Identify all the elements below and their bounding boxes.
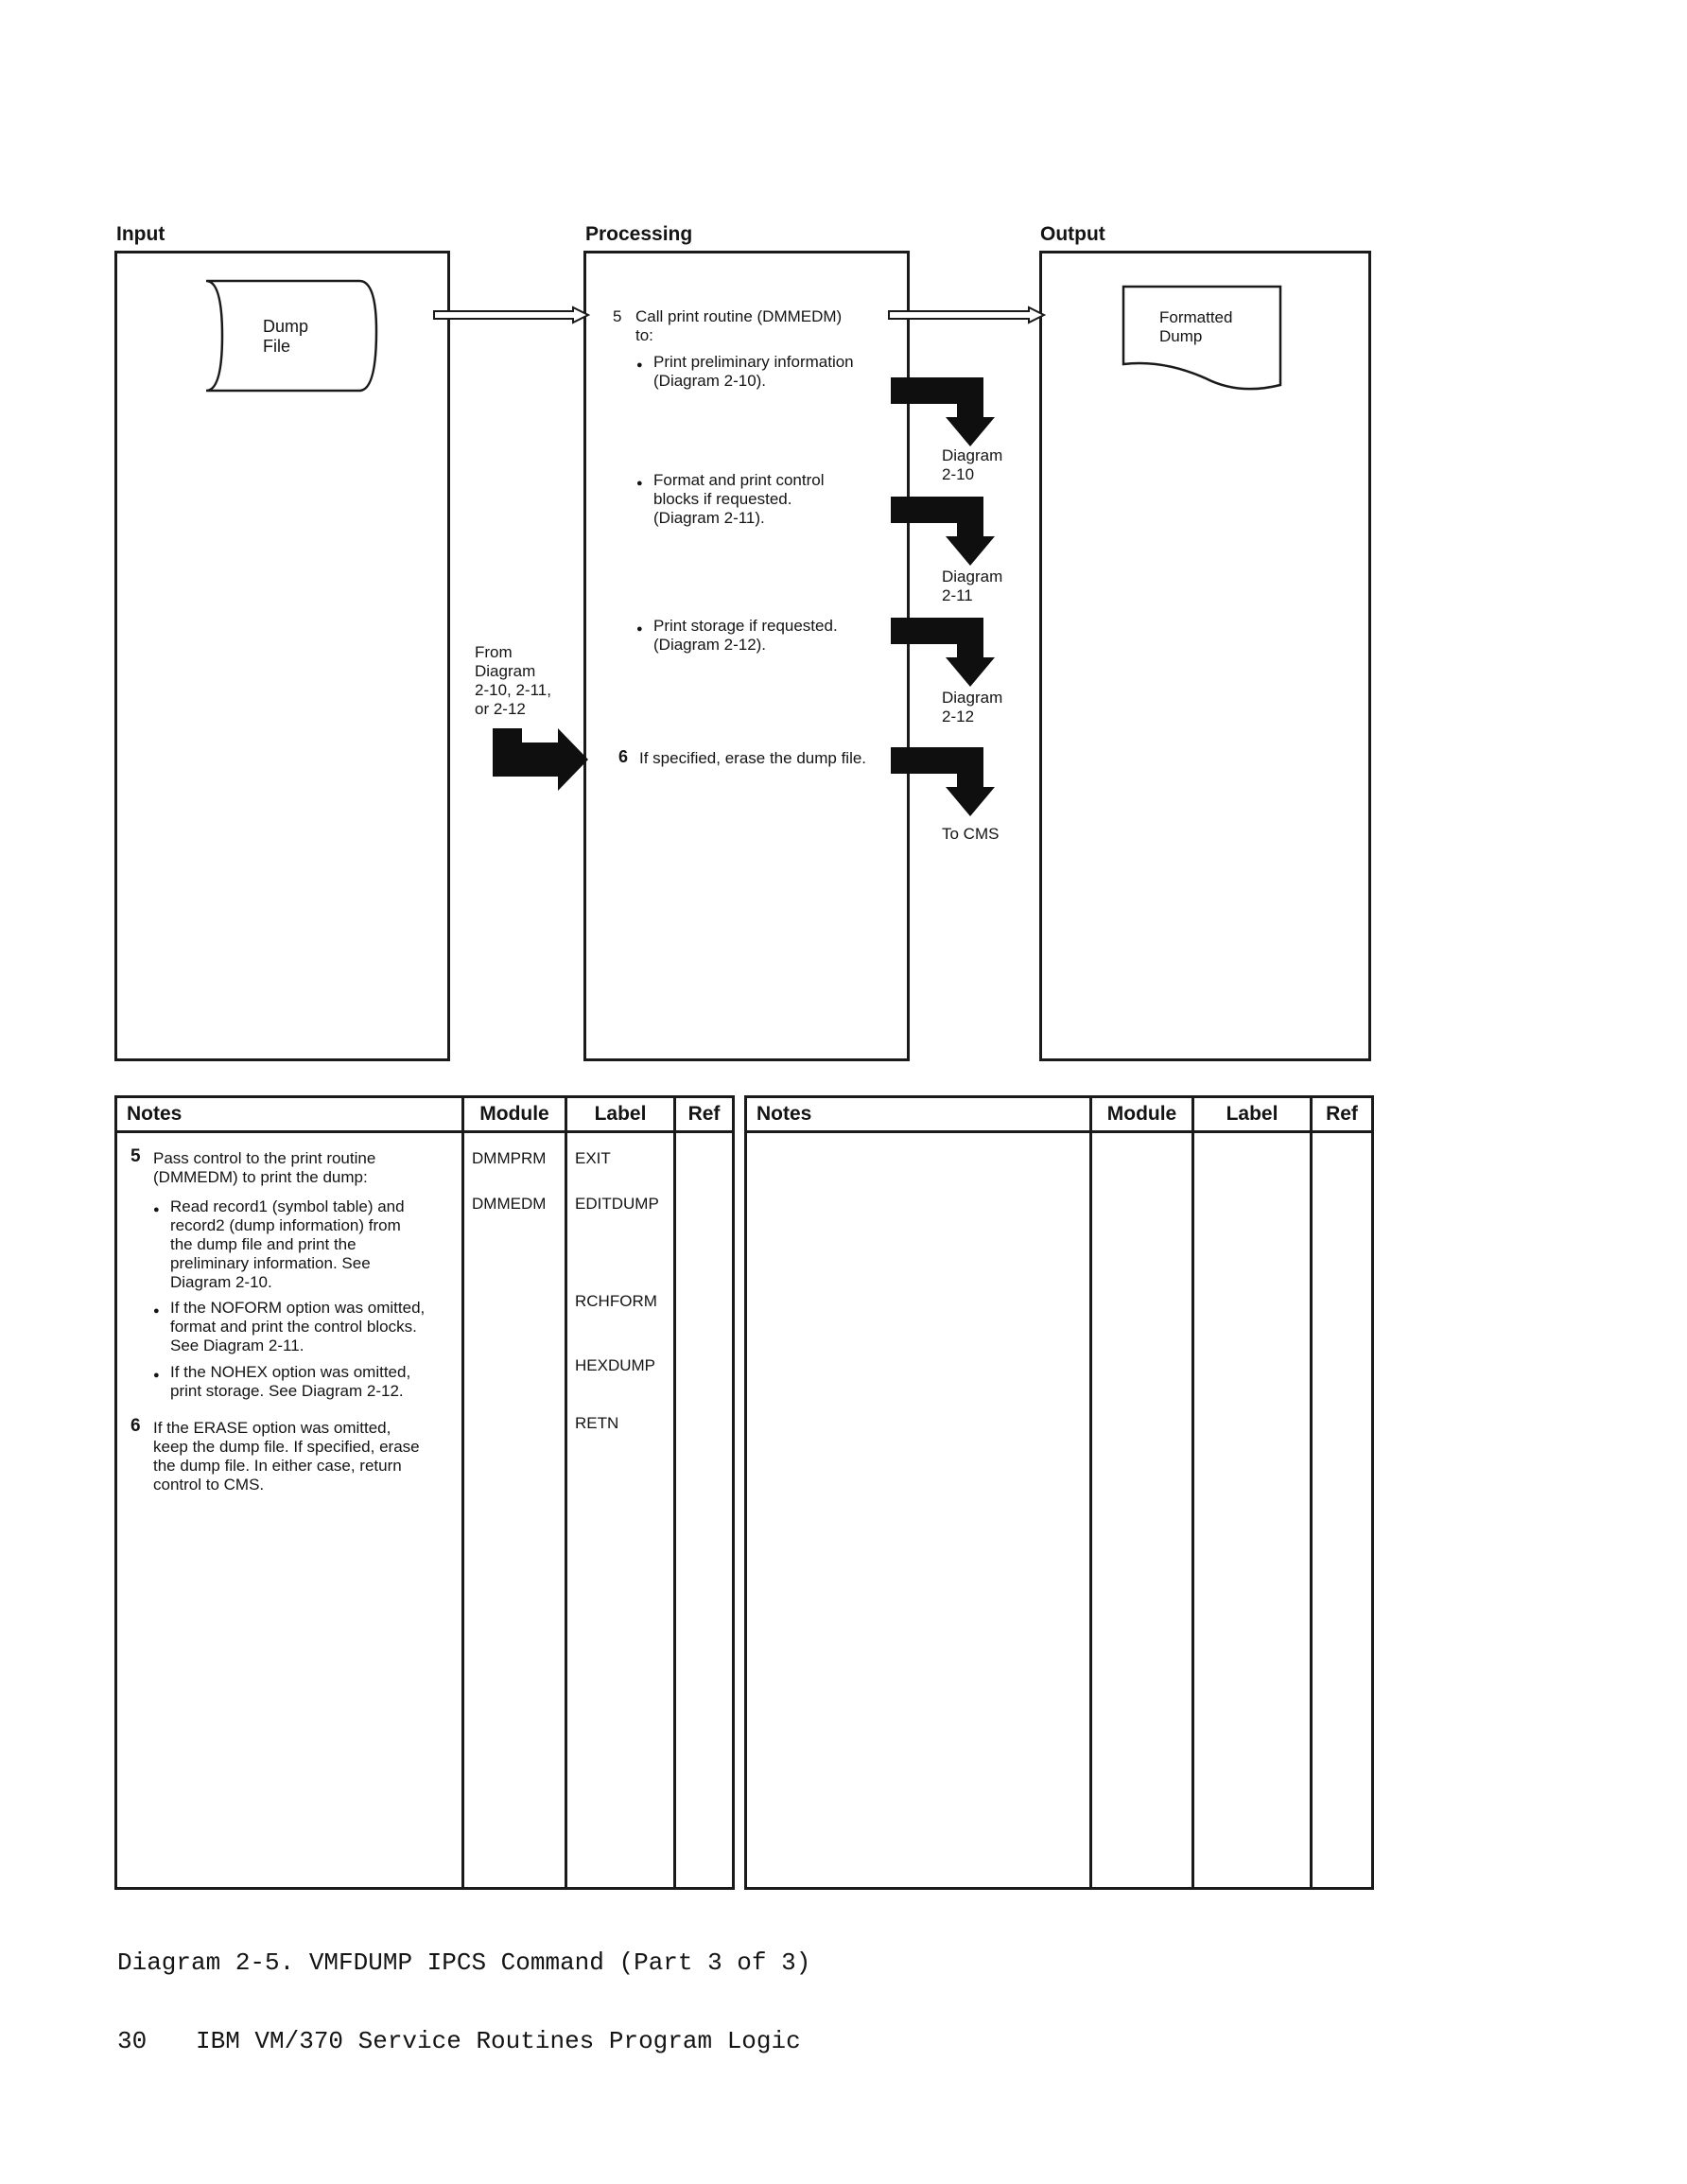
module-dmmprm: DMMPRM <box>472 1149 547 1167</box>
processing-heading: Processing <box>585 223 693 245</box>
label-cell <box>566 1132 675 1889</box>
note-6-number: 6 <box>130 1416 141 1436</box>
module-header: Module <box>463 1097 566 1132</box>
from-diagram-arrow <box>493 728 588 791</box>
step-6-text: If specified, erase the dump file. <box>639 749 867 767</box>
step-5-number: 5 <box>613 307 622 325</box>
processing-bullet-3: ● Print storage if requested. (Diagram 2-12). <box>653 617 838 655</box>
ref-to-cms: To CMS <box>942 825 1000 843</box>
label-header-right: Label <box>1193 1097 1312 1132</box>
module-cell <box>463 1132 566 1889</box>
processing-bullet-2: ● Format and print control blocks if requested. (Diagram 2-11). <box>653 471 824 528</box>
notes-header: Notes <box>116 1097 463 1132</box>
label-rchform: RCHFORM <box>575 1292 657 1310</box>
page-number: 30 <box>117 2027 148 2055</box>
processing-bullet-1: ● Print preliminary information (Diagram 2-10). <box>653 353 854 391</box>
input-to-processing-arrow <box>434 307 588 323</box>
from-diagram-label: From Diagram 2-10, 2-11, or 2-12 <box>475 643 551 718</box>
notes-header-right: Notes <box>746 1097 1091 1132</box>
ref-header: Ref <box>675 1097 734 1132</box>
notes-table-right <box>744 1095 1374 1890</box>
formatted-dump-label: Formatted Dump <box>1159 308 1233 345</box>
flow-diagram <box>0 0 1687 1078</box>
step-5-text: Call print routine (DMMEDM) to: <box>635 307 843 344</box>
input-heading: Input <box>116 223 165 245</box>
ref-diagram-2-12: Diagram 2-12 <box>942 689 1003 725</box>
note-5-number: 5 <box>130 1146 141 1166</box>
ref-diagram-2-10: Diagram 2-10 <box>942 446 1003 483</box>
label-hexdump: HEXDUMP <box>575 1356 656 1374</box>
module-header-right: Module <box>1091 1097 1193 1132</box>
ref-diagram-2-11: Diagram 2-11 <box>942 568 1003 604</box>
note-6-text: If the ERASE option was omitted, keep the dump file. If specified, erase the dump file. In either case, return control to CMS. <box>153 1419 420 1494</box>
branch-arrow-3 <box>891 618 995 687</box>
ref-header-right: Ref <box>1312 1097 1373 1132</box>
step-6-number: 6 <box>618 747 629 766</box>
label-cell-right <box>1193 1132 1312 1889</box>
note-5-bullet-2: ● If the NOFORM option was omitted, format and print the control blocks. See Diagram 2-11. <box>170 1299 425 1355</box>
label-exit: EXIT <box>575 1149 611 1167</box>
document-title: IBM VM/370 Service Routines Program Logic <box>196 2027 801 2055</box>
processing-to-output-arrow <box>889 307 1044 323</box>
ref-cell-right <box>1312 1132 1373 1889</box>
module-cell-right <box>1091 1132 1193 1889</box>
dump-file-label: Dump File <box>263 317 309 356</box>
label-retn: RETN <box>575 1414 619 1432</box>
label-editdump: EDITDUMP <box>575 1195 659 1213</box>
notes-table-left <box>114 1095 735 1890</box>
note-5-bullet-1: ● Read record1 (symbol table) and record2 (dump information) from the dump file and print the preliminary information. See Diagram 2-10. <box>170 1197 405 1292</box>
notes-cell-right <box>746 1132 1091 1889</box>
branch-arrow-4 <box>891 747 995 816</box>
notes-cell <box>116 1132 463 1889</box>
diagram-caption: Diagram 2-5. VMFDUMP IPCS Command (Part 3 of 3) <box>117 1948 811 1977</box>
output-heading: Output <box>1040 223 1105 245</box>
note-5-bullet-3: ● If the NOHEX option was omitted, print storage. See Diagram 2-12. <box>170 1363 410 1401</box>
module-dmmedm: DMMEDM <box>472 1195 547 1213</box>
branch-arrow-2 <box>891 497 995 566</box>
ref-cell <box>675 1132 734 1889</box>
label-header: Label <box>566 1097 675 1132</box>
branch-arrow-1 <box>891 377 995 446</box>
note-5-text: Pass control to the print routine (DMMEDM) to print the dump: <box>153 1149 376 1186</box>
